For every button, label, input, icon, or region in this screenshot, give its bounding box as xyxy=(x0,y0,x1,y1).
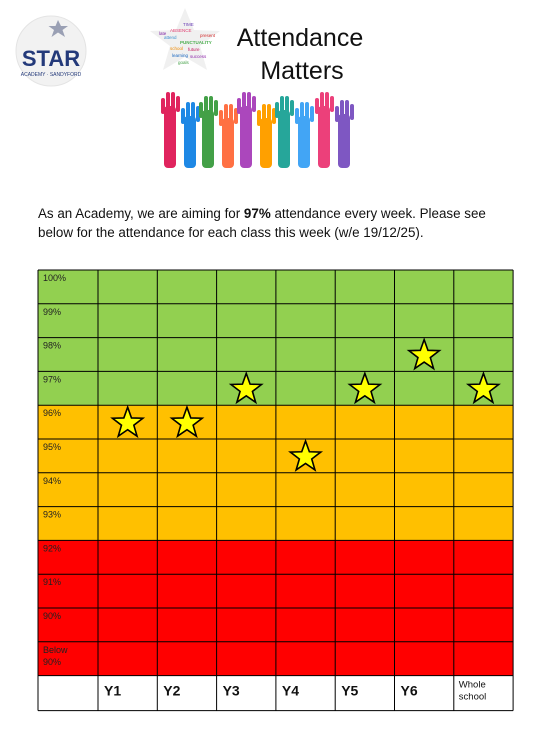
logo-text: STAR xyxy=(21,46,81,71)
category-label: Y2 xyxy=(163,682,181,699)
row-label: 99% xyxy=(43,306,62,317)
svg-text:late: late xyxy=(159,31,167,36)
row-label: 93% xyxy=(43,509,62,520)
svg-text:ABSENCE: ABSENCE xyxy=(170,28,192,33)
row-label: 100% xyxy=(43,273,67,283)
banner-title-line1: Attendance xyxy=(236,24,364,52)
category-label: school xyxy=(458,691,487,703)
row-label: 95% xyxy=(43,442,62,452)
row-label: 91% xyxy=(43,577,62,588)
category-label: Y3 xyxy=(222,682,240,699)
svg-text:future: future xyxy=(188,47,200,52)
target-percentage: 97% xyxy=(243,206,271,221)
category-label: Y6 xyxy=(400,682,418,699)
category-label: Y5 xyxy=(341,682,359,699)
svg-text:school: school xyxy=(170,46,184,51)
row-label: 90% xyxy=(43,611,62,621)
row-label: 90% xyxy=(43,656,62,667)
intro-part-1: As an Academy, we are aiming for xyxy=(38,206,244,221)
svg-text:goals: goals xyxy=(178,60,189,65)
category-label: Y4 xyxy=(281,682,300,699)
intro-part-2: attendance every week. Please see below for the attendance for each class this week (w/e 19/12/25). xyxy=(38,206,486,240)
row-label: 94% xyxy=(43,475,62,486)
svg-text:success: success xyxy=(190,54,207,59)
category-label: Y1 xyxy=(104,682,122,699)
svg-text:present: present xyxy=(200,33,216,38)
banner-title-line2: Matters xyxy=(260,57,344,85)
svg-text:PUNCTUALITY: PUNCTUALITY xyxy=(180,40,212,45)
svg-text:attend: attend xyxy=(164,35,177,40)
row-label: Below xyxy=(43,644,68,655)
svg-text:TIME: TIME xyxy=(183,22,194,27)
logo-subtitle: ACADEMY · SANDYFORD xyxy=(20,72,82,78)
row-label: 98% xyxy=(43,340,62,351)
svg-text:learning: learning xyxy=(172,53,189,58)
row-label: 92% xyxy=(43,543,62,554)
row-label: 96% xyxy=(43,408,62,419)
row-label: 97% xyxy=(43,374,62,385)
category-label: Whole xyxy=(458,679,486,691)
